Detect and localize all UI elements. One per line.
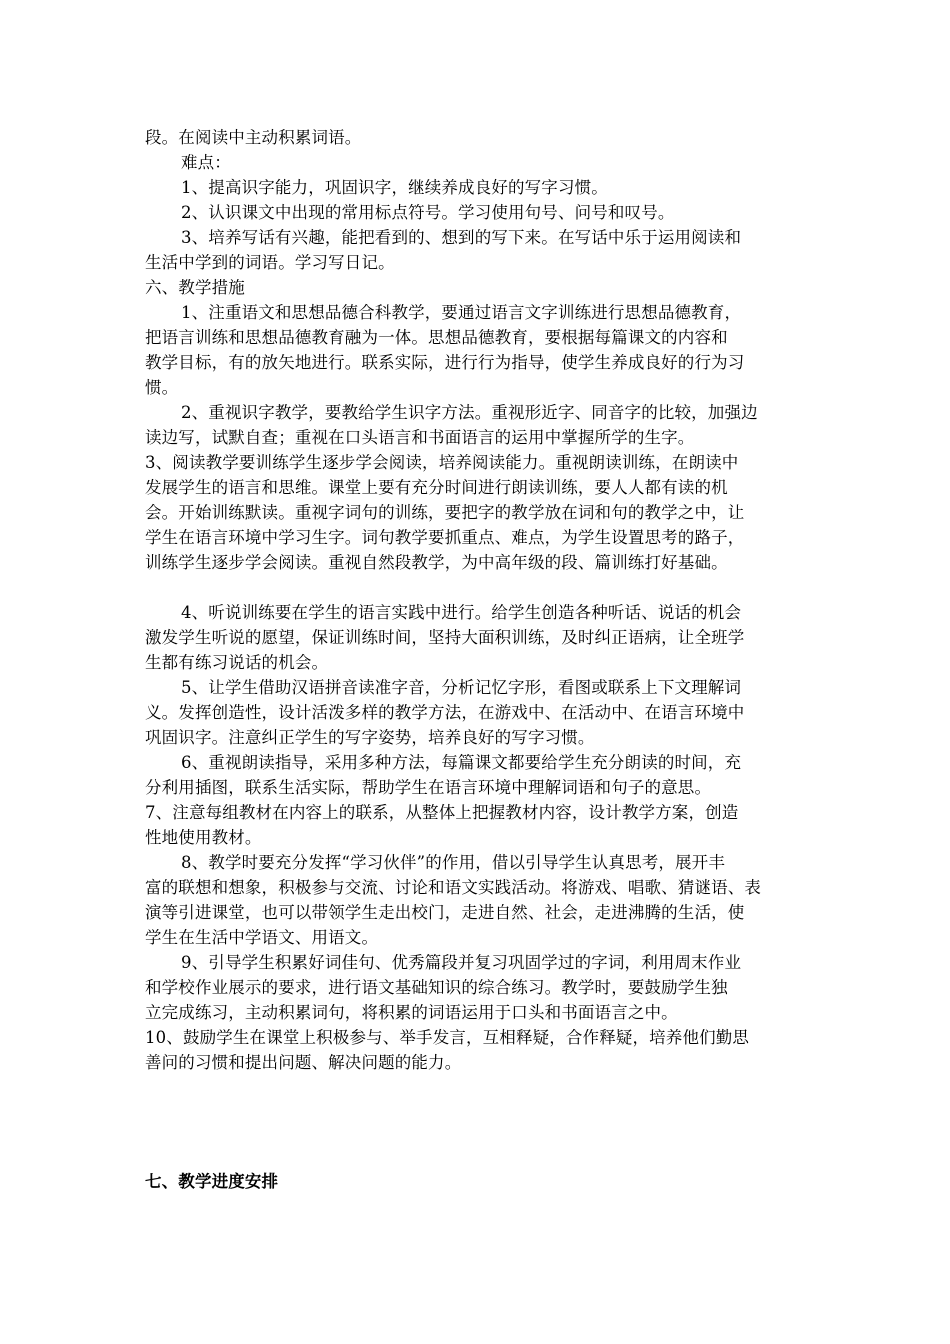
text-line: 演等引进课堂，也可以带领学生走出校门，走进自然、社会，走进沸腾的生活，使 — [145, 903, 745, 922]
text-line: 惯。 — [145, 378, 179, 397]
text-line: 2、重视识字教学，要教给学生识字方法。重视形近字、同音字的比较，加强边 — [181, 403, 758, 422]
text-line: 生都有练习说话的机会。 — [145, 653, 329, 672]
text-line: 5、让学生借助汉语拼音读准字音，分析记忆字形，看图或联系上下文理解词 — [181, 678, 742, 697]
text-line: 巩固识字。注意纠正学生的写字姿势，培养良好的写字习惯。 — [145, 728, 595, 747]
text-line: 3、培养写话有兴趣，能把看到的、想到的写下来。在写话中乐于运用阅读和 — [181, 228, 742, 247]
text-line: 读边写，试默自查；重视在口头语言和书面语言的运用中掌握所学的生字。 — [145, 428, 695, 447]
text-line: 义。发挥创造性，设计活泼多样的教学方法，在游戏中、在活动中、在语言环境中 — [145, 703, 745, 722]
text-line: 激发学生听说的愿望，保证训练时间，坚持大面积训练，及时纠正语病，让全班学 — [145, 628, 745, 647]
text-line: 1、提高识字能力，巩固识字，继续养成良好的写字习惯。 — [181, 178, 608, 197]
text-line: 教学目标，有的放矢地进行。联系实际，进行行为指导，使学生养成良好的行为习 — [145, 353, 745, 372]
text-line: 学生在生活中学语文、用语文。 — [145, 928, 379, 947]
text-line: 7、注意每组教材在内容上的联系，从整体上把握教材内容，设计教学方案，创造 — [145, 803, 739, 822]
text-line: 2、认识课文中出现的常用标点符号。学习使用句号、问号和叹号。 — [181, 203, 675, 222]
text-line: 会。开始训练默读。重视字词句的训练，要把字的教学放在词和句的教学之中，让 — [145, 503, 745, 522]
text-line: 学生在语言环境中学习生字。词句教学要抓重点、难点，为学生设置思考的路子， — [145, 528, 745, 547]
text-line: 1、注重语文和思想品德合科教学，要通过语言文字训练进行思想品德教育， — [181, 303, 742, 322]
section-heading-7: 七、教学进度安排 — [145, 1172, 279, 1191]
text-line: 立完成练习，主动积累词句，将积累的词语运用于口头和书面语言之中。 — [145, 1003, 678, 1022]
text-line: 8、教学时要充分发挥“学习伙伴”的作用，借以引导学生认真思考，展开丰 — [181, 853, 725, 872]
text-line: 9、引导学生积累好词佳句、优秀篇段并复习巩固学过的字词，利用周末作业 — [181, 953, 742, 972]
text-line: 和学校作业展示的要求，进行语文基础知识的综合练习。教学时，要鼓励学生独 — [145, 978, 728, 997]
text-line: 善问的习惯和提出问题、解决问题的能力。 — [145, 1053, 462, 1072]
text-line: 分利用插图，联系生活实际，帮助学生在语言环境中理解词语和句子的意思。 — [145, 778, 712, 797]
text-line: 富的联想和想象，积极参与交流、讨论和语文实践活动。将游戏、唱歌、猜谜语、表 — [145, 878, 762, 897]
text-line: 4、听说训练要在学生的语言实践中进行。给学生创造各种听话、说话的机会 — [181, 603, 742, 622]
text-line: 生活中学到的词语。学习写日记。 — [145, 253, 395, 272]
text-line: 难点： — [181, 153, 231, 172]
text-line: 训练学生逐步学会阅读。重视自然段教学，为中高年级的段、篇训练打好基础。 — [145, 553, 728, 572]
text-line: 发展学生的语言和思维。课堂上要有充分时间进行朗读训练，要人人都有读的机 — [145, 478, 728, 497]
text-line: 段。在阅读中主动积累词语。 — [145, 128, 362, 147]
text-line: 把语言训练和思想品德教育融为一体。思想品德教育，要根据每篇课文的内容和 — [145, 328, 728, 347]
text-line: 性地使用教材。 — [145, 828, 262, 847]
text-line: 3、阅读教学要训练学生逐步学会阅读，培养阅读能力。重视朗读训练，在朗读中 — [145, 453, 739, 472]
text-line: 6、重视朗读指导，采用多种方法，每篇课文都要给学生充分朗读的时间，充 — [181, 753, 742, 772]
text-line: 10、鼓励学生在课堂上积极参与、举手发言，互相释疑，合作释疑，培养他们勤思 — [145, 1028, 750, 1047]
section-heading-6: 六、教学措施 — [145, 278, 245, 297]
